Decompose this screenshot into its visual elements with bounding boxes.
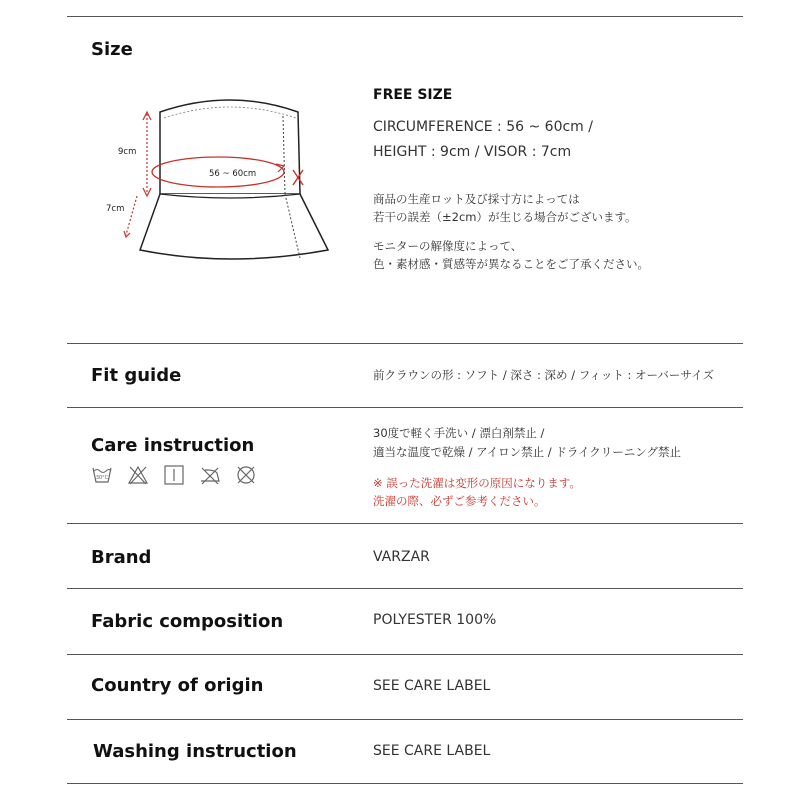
divider-fit [67,407,743,408]
divider-top [67,16,743,17]
size-note2-line1: モニターの解像度によって、 [373,239,523,253]
care-warning1: ※ 誤った洗濯は変形の原因になります。 [373,476,581,490]
visor-label: 7cm [106,204,125,214]
origin-value: SEE CARE LABEL [373,678,491,694]
care-line2: 適当な温度で乾燥 / アイロン禁止 / ドライクリーニング禁止 [373,445,682,459]
care-line1: 30度で軽く手洗い / 漂白剤禁止 / [373,426,545,440]
washing-heading: Washing instruction [93,741,297,762]
divider-brand [67,588,743,589]
tumble-dry-icon [163,464,185,486]
size-note2-line2: 色・素材感・質感等が異なることをご了承ください。 [373,257,649,271]
size-heading: Size [91,39,133,60]
size-note1-line2: 若干の誤差（±2cm）が生じる場合がございます。 [373,210,637,224]
care-heading: Care instruction [91,435,255,456]
size-measurements-line1: CIRCUMFERENCE : 56 ~ 60cm / [373,119,593,135]
free-size-title: FREE SIZE [373,87,453,103]
washing-value: SEE CARE LABEL [373,743,491,759]
care-icons [91,464,257,486]
no-bleach-icon [127,464,149,486]
divider-size [67,343,743,344]
size-measurements-line2: HEIGHT : 9cm / VISOR : 7cm [373,144,572,160]
size-note1-line1: 商品の生産ロット及び採寸方によっては [373,192,580,206]
brand-heading: Brand [91,547,152,568]
divider-bottom [67,783,743,784]
divider-origin [67,719,743,720]
hand-wash-icon [91,464,113,486]
fabric-heading: Fabric composition [91,611,284,632]
fit-guide-value: 前クラウンの形 : ソフト / 深さ : 深め / フィット : オーバーサイズ [373,368,715,382]
fabric-value: POLYESTER 100% [373,612,497,628]
no-dry-clean-icon [235,464,257,486]
height-label: 9cm [118,147,137,157]
origin-heading: Country of origin [91,675,264,696]
brand-value: VARZAR [373,549,430,565]
circumference-label: 56 ~ 60cm [209,169,257,179]
care-warning2: 洗濯の際、必ずご参考ください。 [373,494,546,508]
divider-fabric [67,654,743,655]
fit-guide-heading: Fit guide [91,365,182,386]
hat-size-diagram [100,90,340,290]
wash-temp-label: 30°C [95,475,109,481]
divider-care [67,523,743,524]
no-iron-icon [199,464,221,486]
